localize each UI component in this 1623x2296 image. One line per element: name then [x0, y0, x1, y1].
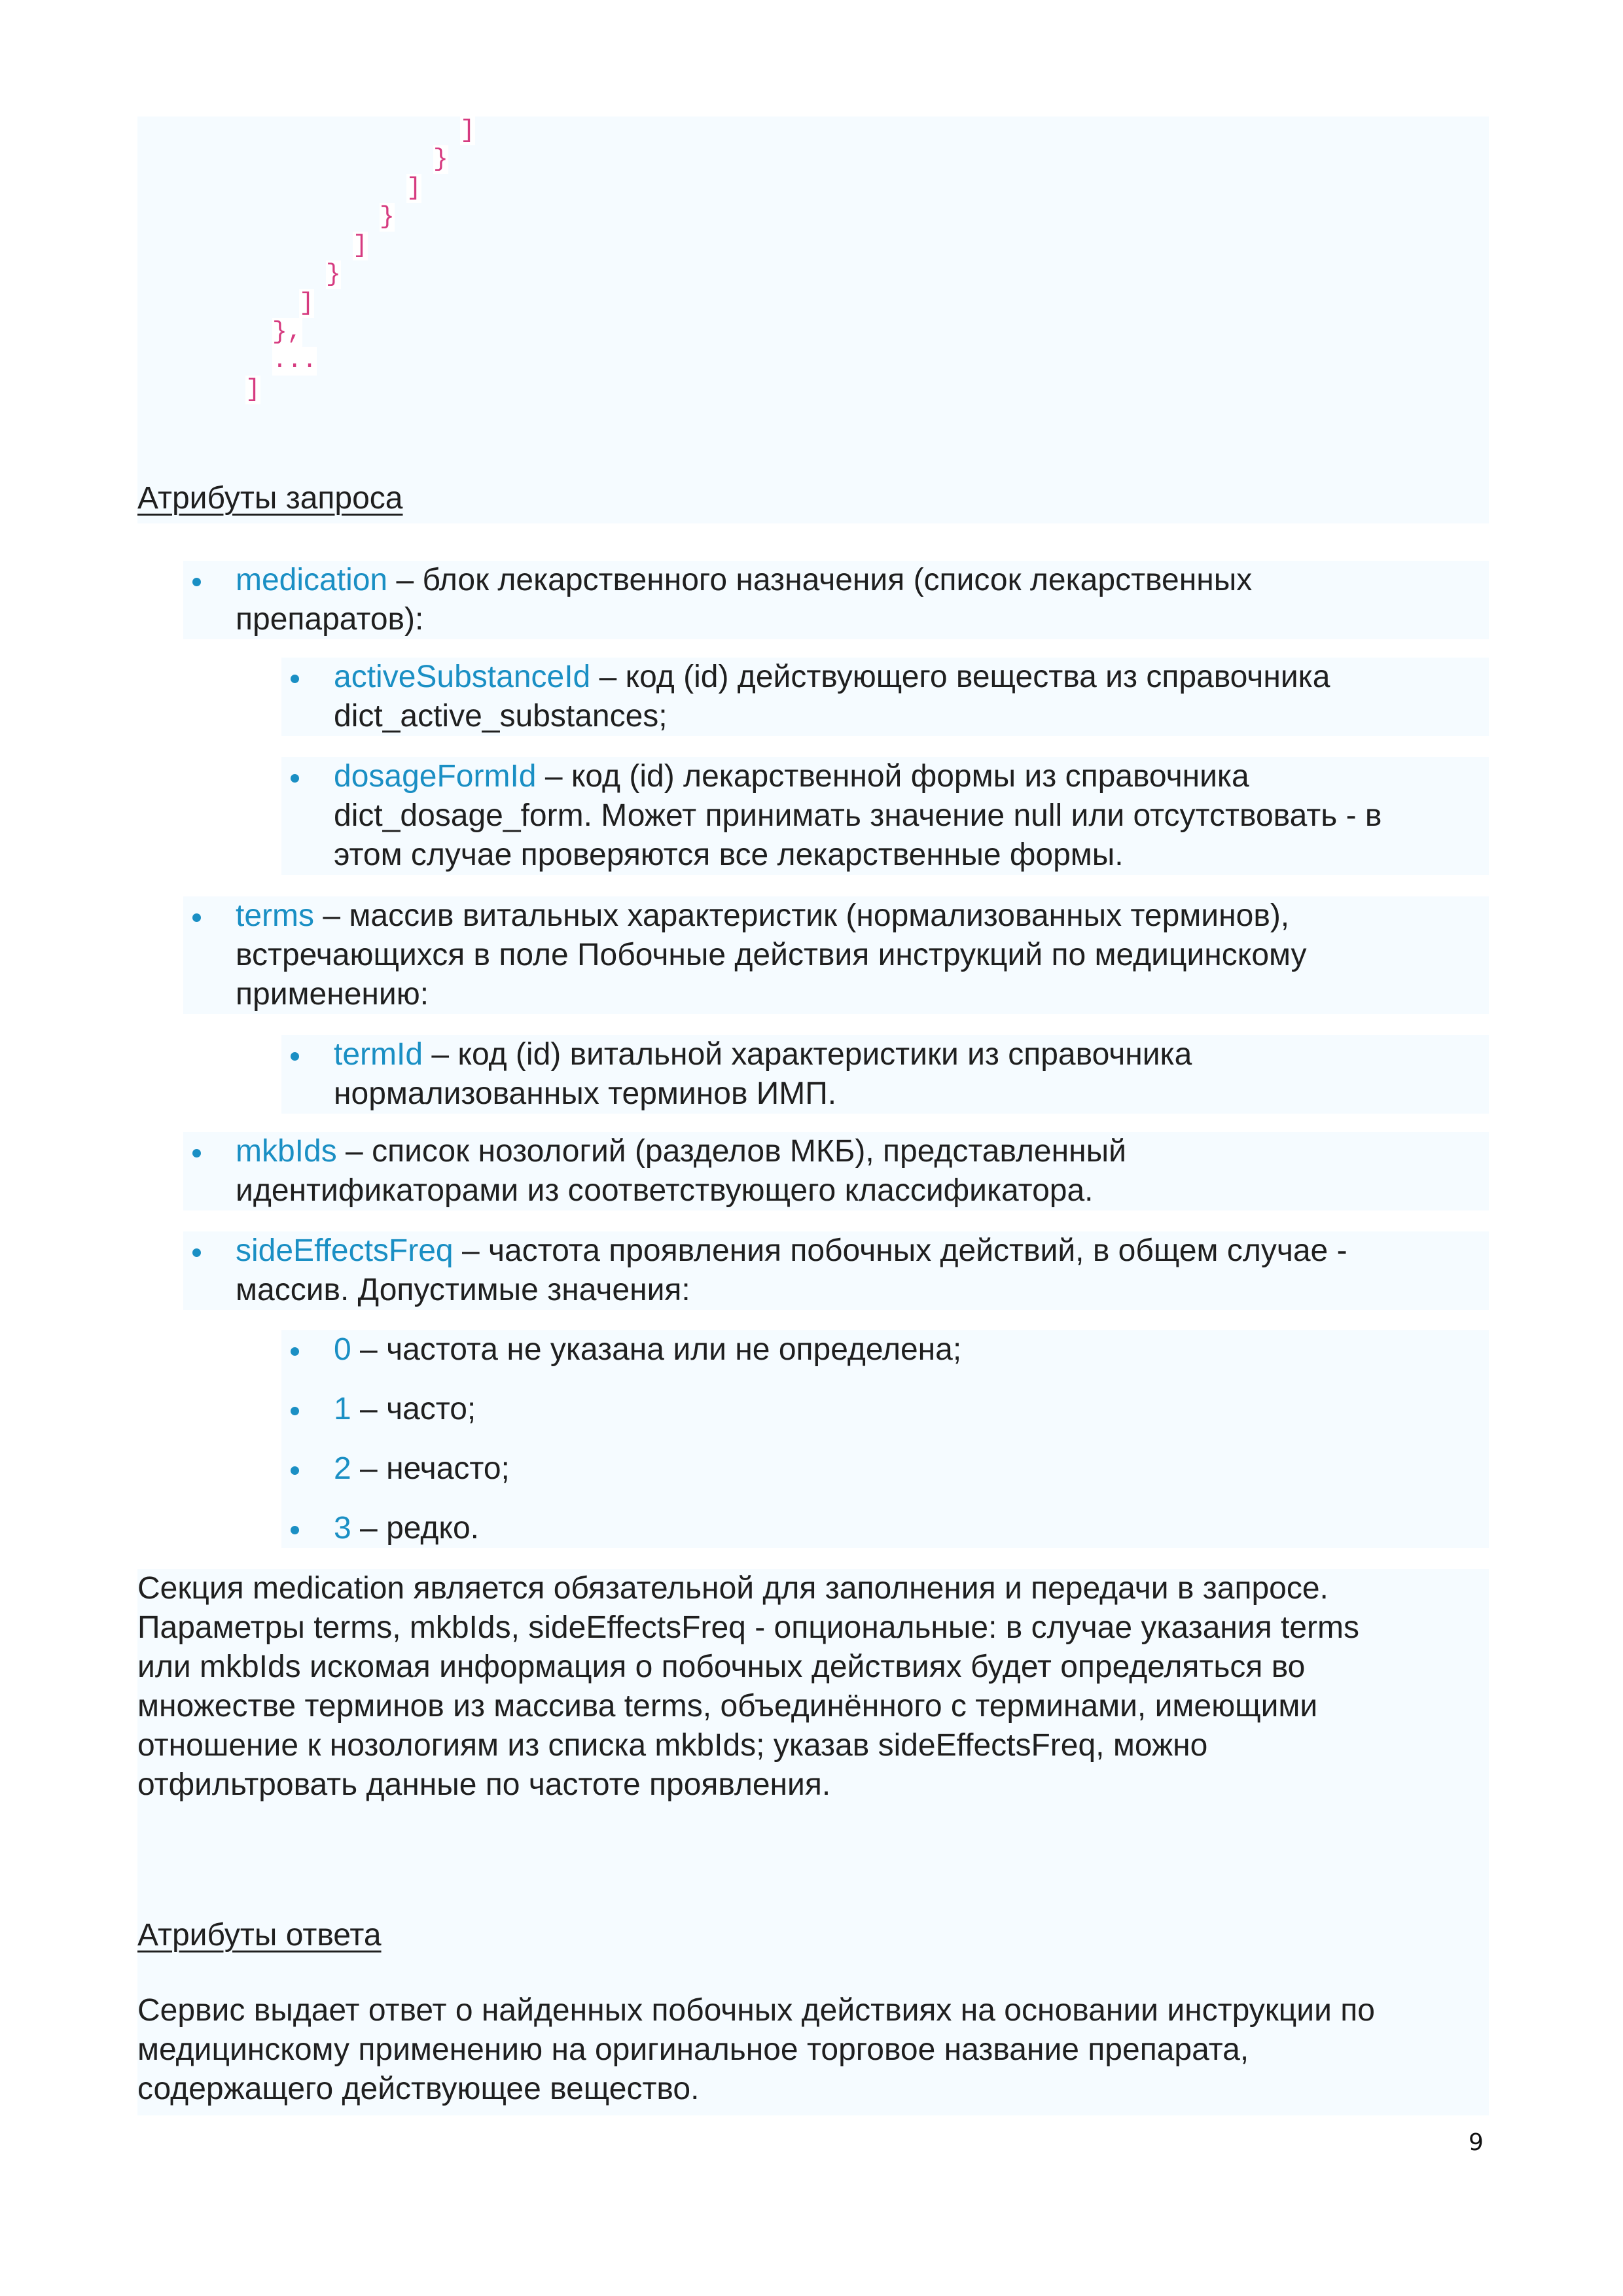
response-paragraph	[137, 1991, 1375, 2109]
code-line: ]	[406, 174, 421, 202]
frequency-text: – часто;	[351, 1392, 476, 1426]
bullet-icon	[291, 1052, 299, 1061]
term-name: medication	[236, 563, 388, 597]
paragraph-line: Сервис выдает ответ о найденных побочных действиях на основании инструкции по	[137, 1993, 1375, 2028]
term-name: sideEffectsFreq	[236, 1233, 454, 1268]
code-line: }	[326, 260, 341, 289]
item-text: – список нозологий (разделов МКБ), представленный	[336, 1134, 1126, 1169]
item-text: dict_active_substances;	[334, 699, 668, 733]
term-name: activeSubstanceId	[334, 660, 591, 694]
bullet-icon	[192, 1149, 201, 1157]
item-text: встречающихся в поле Побочные действия инструкций по медицинскому	[236, 938, 1307, 972]
code-line: ...	[272, 347, 317, 375]
bullet-icon	[291, 675, 299, 683]
response-attributes-heading: Атрибуты ответа	[137, 1918, 382, 1952]
code-line: ]	[353, 232, 368, 260]
term-name: terms	[236, 898, 314, 933]
frequency-code: 3	[334, 1511, 351, 1545]
frequency-code: 2	[334, 1451, 351, 1486]
code-line: ]	[245, 376, 260, 404]
term-name: dosageFormId	[334, 759, 537, 794]
item-text: применению:	[236, 977, 429, 1012]
list-item-activeSubstanceId	[281, 658, 1489, 736]
code-line: },	[272, 318, 302, 346]
bullet-icon	[192, 913, 201, 922]
code-line: ]	[299, 289, 314, 317]
frequency-value-item	[281, 1390, 1489, 1429]
code-line: }	[380, 203, 395, 231]
response-section	[137, 1877, 1489, 2115]
bullet-icon	[192, 1248, 201, 1257]
list-item-sideEffectsFreq	[183, 1231, 1489, 1310]
bullet-icon	[192, 578, 201, 586]
bullet-icon	[291, 1466, 299, 1475]
list-item-termId	[281, 1035, 1489, 1114]
frequency-text: – нечасто;	[351, 1451, 510, 1486]
item-text: нормализованных терминов ИМП.	[334, 1076, 837, 1111]
request-attributes-heading	[137, 479, 1489, 518]
item-text: препаратов):	[236, 602, 424, 637]
item-text: массив. Допустимые значения:	[236, 1273, 690, 1307]
paragraph-line: Секция medication является обязательной для заполнения и передачи в запросе.	[137, 1571, 1329, 1606]
frequency-code: 1	[334, 1392, 351, 1426]
list-item-dosageFormId	[281, 757, 1489, 875]
item-text: – частота проявления побочных действий, в общем случае -	[453, 1233, 1347, 1268]
bullet-icon	[291, 1526, 299, 1534]
frequency-value-item	[281, 1509, 1489, 1548]
paragraph-line: отношение к нозологиям из списка mkbIds; указав sideEffectsFreq, можно	[137, 1728, 1208, 1763]
item-text: – блок лекарственного назначения (список лекарственных	[387, 563, 1253, 597]
paragraph-line: множестве терминов из массива terms, объединённого с терминами, имеющими	[137, 1689, 1318, 1723]
item-text: – код (id) лекарственной формы из справочника	[536, 759, 1249, 794]
bullet-icon	[291, 774, 299, 783]
request-note-paragraph	[137, 1569, 1489, 1877]
list-item-terms	[183, 896, 1489, 1014]
item-text: – код (id) витальной характеристики из справочника	[423, 1037, 1192, 1072]
paragraph-line: содержащего действующее вещество.	[137, 2072, 700, 2106]
term-name: mkbIds	[236, 1134, 337, 1169]
item-text: – код (id) действующего вещества из справочника	[590, 660, 1330, 694]
item-text: этом случае проверяются все лекарственные формы.	[334, 838, 1124, 872]
frequency-values-list	[281, 1330, 1489, 1548]
code-line: }	[433, 145, 448, 173]
paragraph-line: Параметры terms, mkbIds, sideEffectsFreq - опциональные: в случае указания terms	[137, 1610, 1359, 1645]
frequency-text: – редко.	[351, 1511, 479, 1545]
item-text: – массив витальных характеристик (нормализованных терминов),	[314, 898, 1290, 933]
bullet-icon	[291, 1347, 299, 1356]
paragraph-line: или mkbIds искомая информация о побочных действиях будет определяться во	[137, 1650, 1306, 1684]
item-text: dict_dosage_form. Может принимать значение null или отсутствовать - в	[334, 798, 1382, 833]
frequency-value-item	[281, 1330, 1489, 1369]
page-number: 9	[1469, 2129, 1484, 2156]
bullet-icon	[291, 1407, 299, 1415]
heading-text: Атрибуты запроса	[137, 481, 403, 516]
paragraph-line: медицинскому применению на оригинальное торговое название препарата,	[137, 2032, 1249, 2067]
frequency-code: 0	[334, 1332, 351, 1367]
list-item-medication	[183, 561, 1489, 639]
code-block	[137, 116, 1489, 523]
code-line: ]	[460, 116, 475, 145]
item-text: идентификаторами из соответствующего классификатора.	[236, 1173, 1094, 1208]
frequency-value-item	[281, 1449, 1489, 1489]
list-item-mkbIds	[183, 1132, 1489, 1210]
frequency-text: – частота не указана или не определена;	[351, 1332, 962, 1367]
paragraph-line: отфильтровать данные по частоте проявления.	[137, 1767, 831, 1802]
term-name: termId	[334, 1037, 423, 1072]
